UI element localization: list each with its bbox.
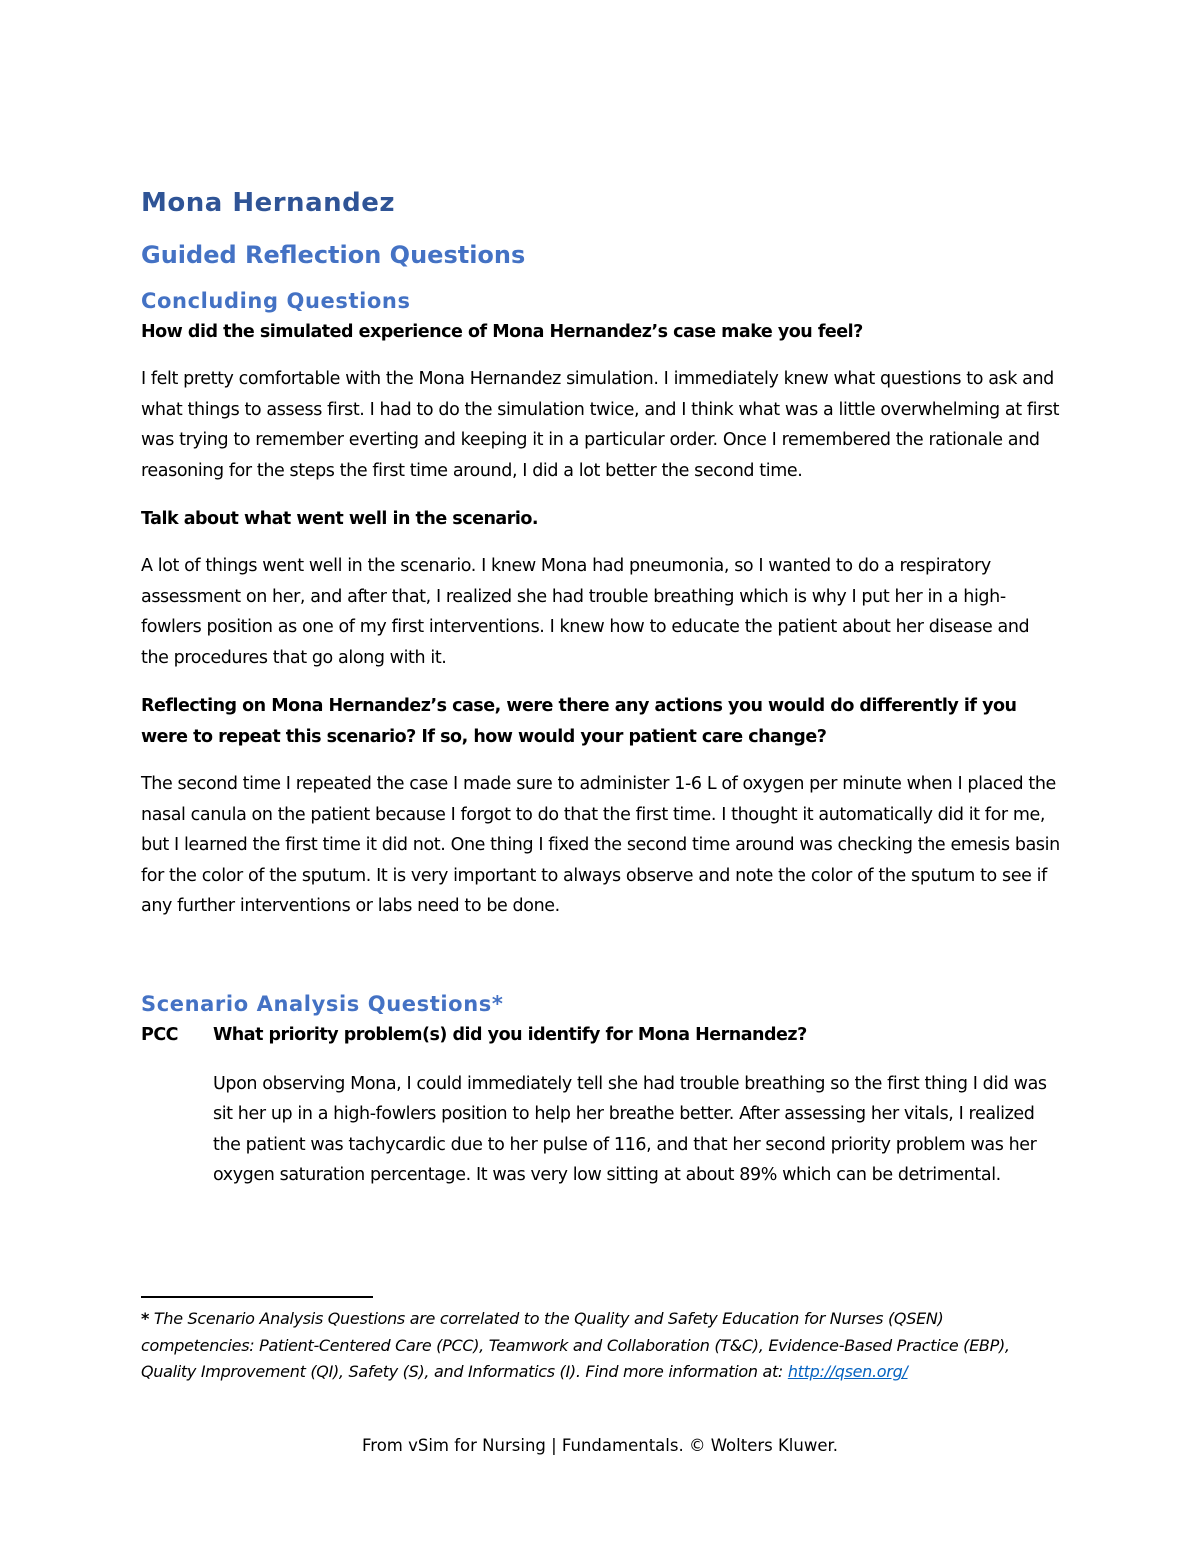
scenario-analysis-heading: Scenario Analysis Questions* (141, 991, 504, 1016)
document-title: Mona Hernandez (141, 188, 395, 218)
answer-went-well: A lot of things went well in the scenario. I knew Mona had pneumonia, so I wanted to do a respiratory assessment on her, and after that, I realized she had trouble breathing which is why I put her in a high-fowlers position as one of my first interventions. I knew how to educate the patient about her disease and the procedures that go along with it. (141, 556, 1030, 668)
footnote-text: The Scenario Analysis Questions are correlated to the Quality and Safety Education for Nurses (QSEN) competencies: Patient-Centered Care (PCC), Teamwork and Collaboration (T&C), Evidence-Based Practice (EBP), Quality Improvement (QI), Safety (S), and Informatics (I). Find more information at: (141, 1309, 1010, 1381)
footnote-separator (141, 1296, 373, 1298)
pcc-question: What priority problem(s) did you identify for Mona Hernandez? (213, 1024, 807, 1045)
document-body (141, 184, 1061, 1191)
footnote (141, 1306, 1061, 1386)
pcc-code-label: PCC (141, 1024, 179, 1045)
footnote-mark: * (141, 1309, 150, 1328)
answer-feel: I felt pretty comfortable with the Mona Hernandez simulation. I immediately knew what questions to ask and what things to assess first. I had to do the simulation twice, and I think what was a little overwhelming at first was trying to remember everting and keeping it in a particular order. Once I remembered the rationale and reasoning for the steps the first time around, I did a lot better the second time. (141, 369, 1060, 481)
concluding-questions-heading: Concluding Questions (141, 289, 411, 313)
pcc-question-row (141, 1020, 1061, 1051)
pcc-answer: Upon observing Mona, I could immediately tell she had trouble breathing so the first thing I did was sit her up in a high-fowlers position to help her breathe better. After assessing her vitals, I realized the patient was tachycardic due to her pulse of 116, and that her second priority problem was her oxygen saturation percentage. It was very low sitting at about 89% which can be detrimental. (213, 1073, 1047, 1185)
document-subtitle: Guided Reflection Questions (141, 241, 526, 269)
question-feel: How did the simulated experience of Mona Hernandez’s case make you feel? (141, 322, 863, 342)
question-went-well: Talk about what went well in the scenario. (141, 509, 539, 529)
qsen-link[interactable]: http://qsen.org/ (787, 1362, 908, 1381)
answer-differently: The second time I repeated the case I made sure to administer 1-6 L of oxygen per minute when I placed the nasal canula on the patient because I forgot to do that the first time. I thought it automatically did it for me, but I learned the first time it did not. One thing I fixed the second time around was checking the emesis basin for the color of the sputum. It is very important to always observe and note the color of the sputum to see if any further interventions or labs need to be done. (141, 774, 1060, 916)
question-differently: Reflecting on Mona Hernandez’s case, were there any actions you would do differently if you were to repeat this scenario? If so, how would your patient care change? (141, 696, 1017, 747)
page-footer: From vSim for Nursing | Fundamentals. © Wolters Kluwer. (361, 1436, 838, 1455)
